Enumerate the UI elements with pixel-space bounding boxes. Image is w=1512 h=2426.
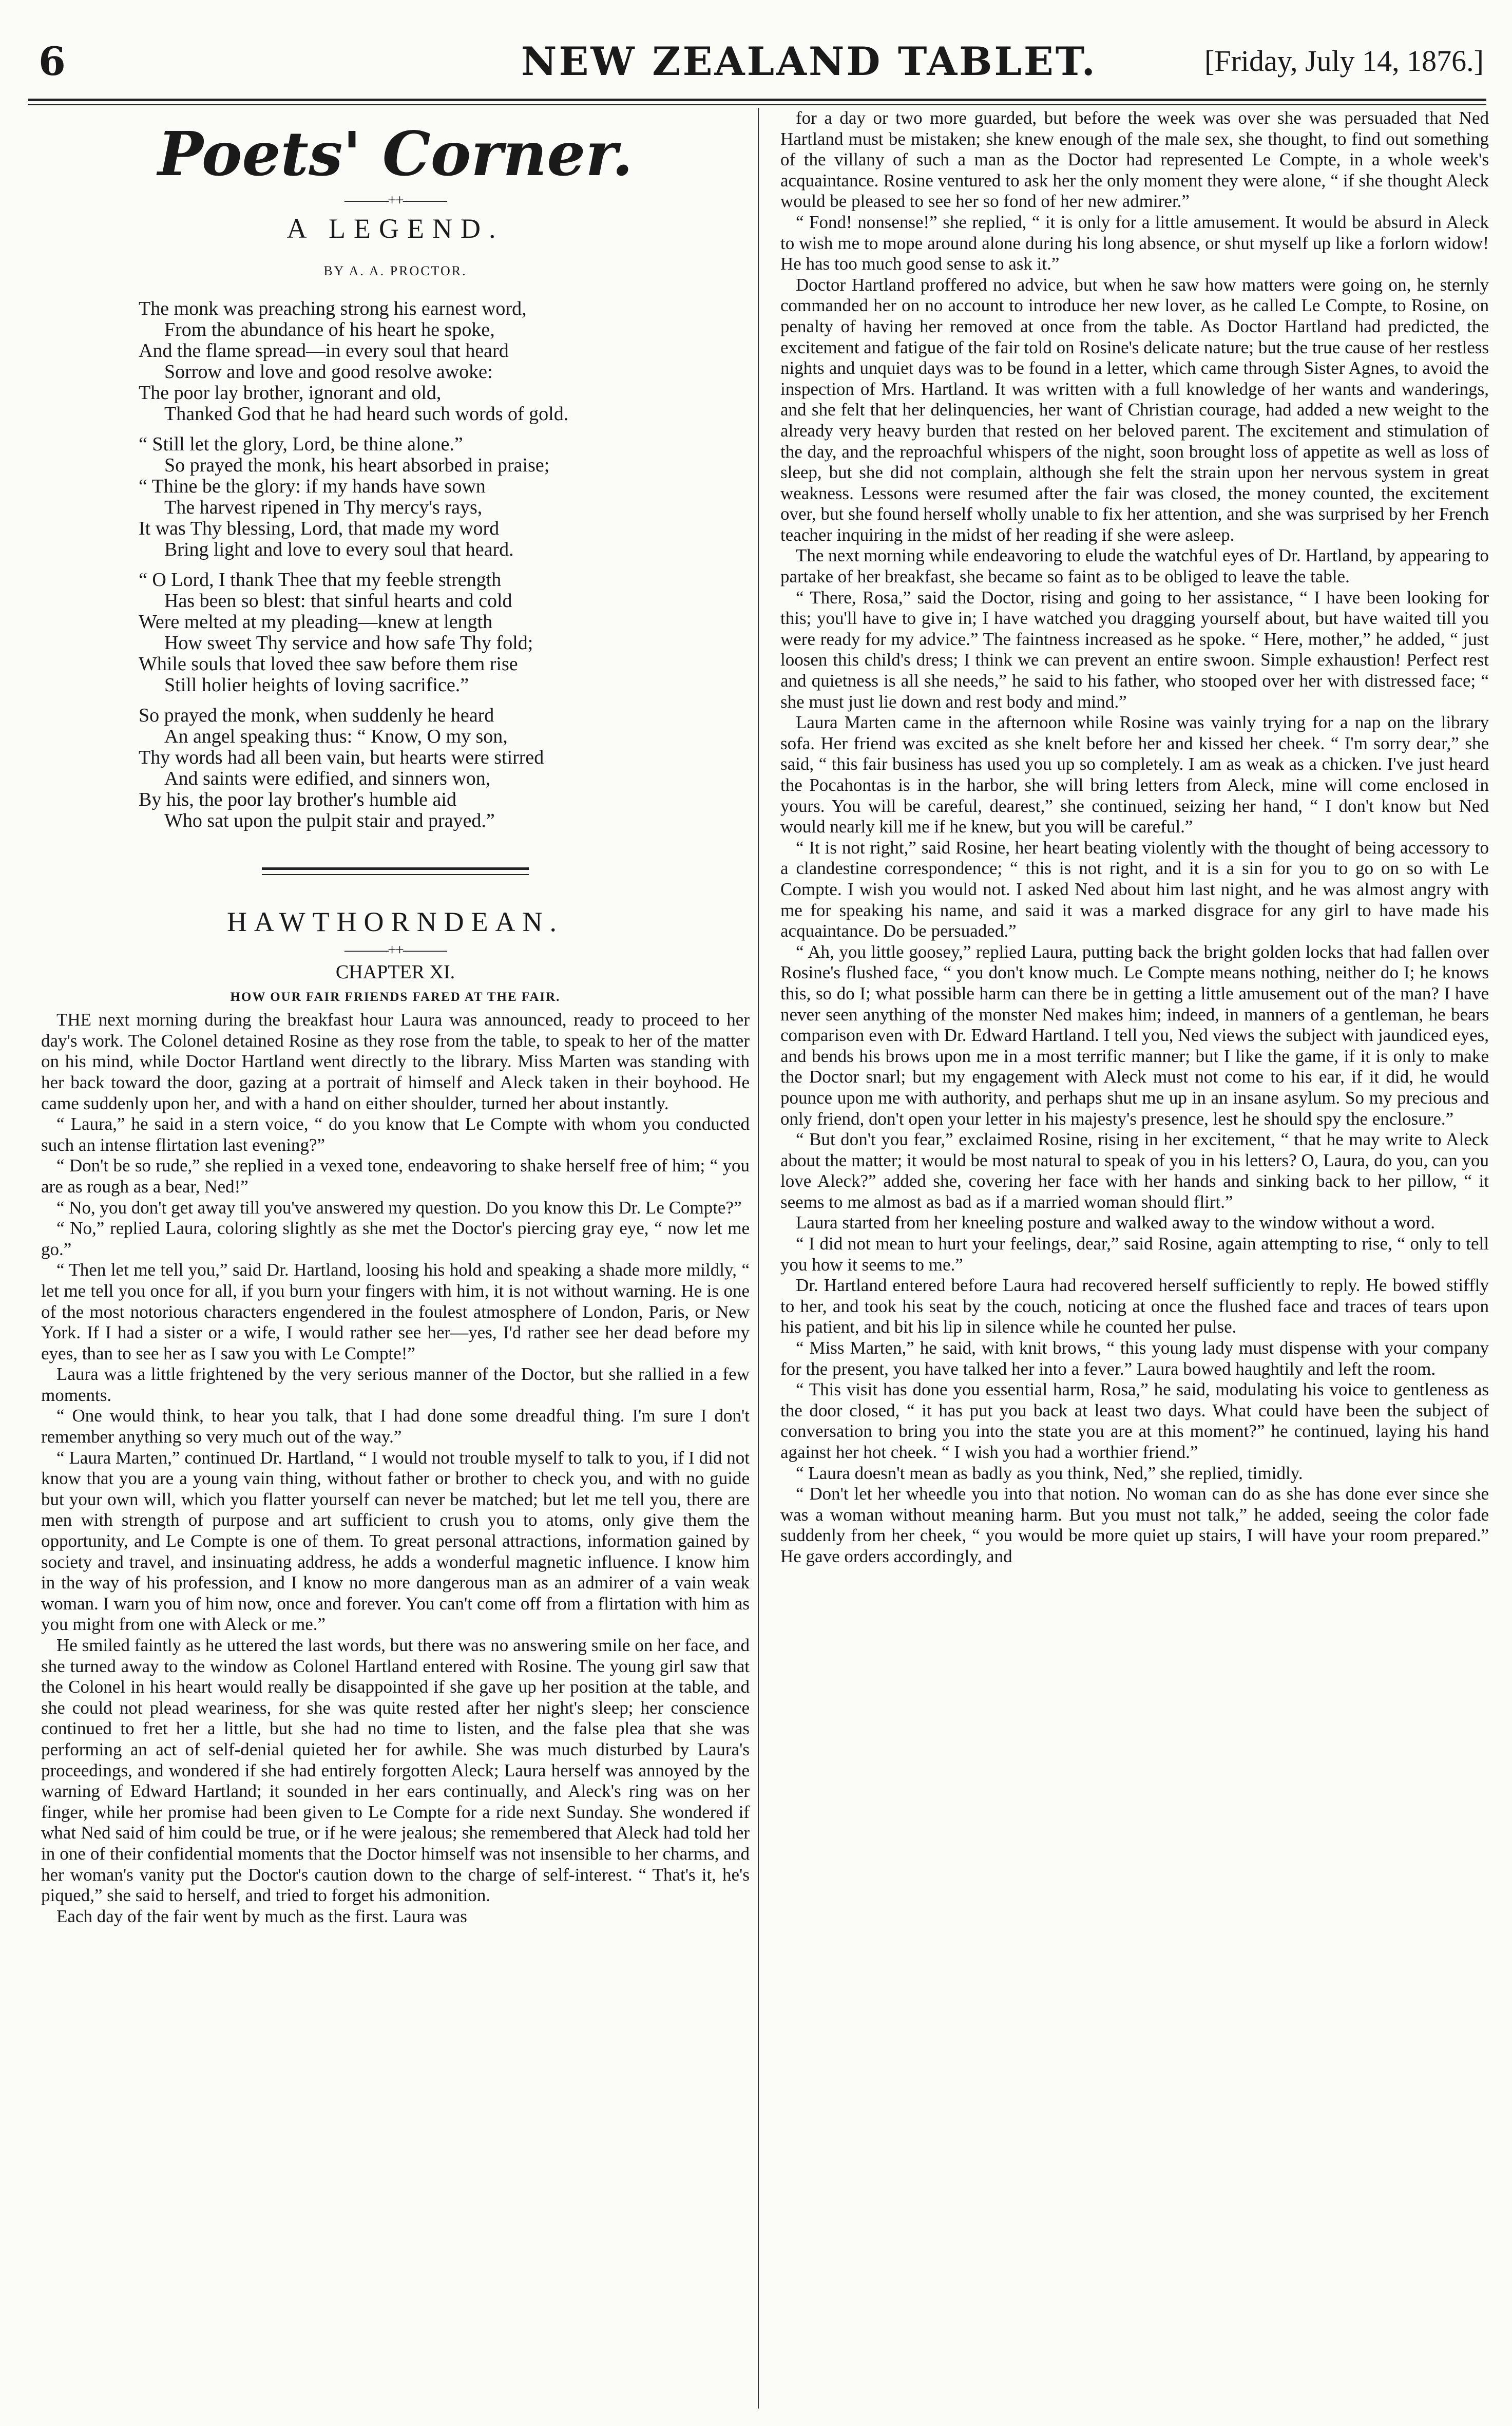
poem-byline: BY A. A. PROCTOR. [323, 263, 467, 278]
story-paragraph: “ Laura doesn't mean as badly as you think, Ned,” she replied, timidly. [796, 1463, 1303, 1483]
poem-line: An angel speaking thus: “ Know, O my son, [164, 725, 508, 747]
story-paragraph: “ Don't be so rude,” she replied in a vexed tone, endeavoring to shake herself free of him; “ you are as rough as a bear, Ned!” [41, 1155, 750, 1197]
story-paragraph: “ There, Rosa,” said the Doctor, rising and going to her assistance, “ I have been looking for this; you'll have to give in; I have watched you dragging yourself about, but have waited till you were ready for my advice.” The faintness increased as he spoke. “ Here, mother,” he added, “ just loosen this child's dress; I think we can prevent an entire swoon. Simple exhaustion! Perfect rest and quietness is all she needs,” he said to his father, who stooped over her with distressed face; “ she must just lie down and rest body and mind.” [780, 587, 1489, 712]
poem-stanza [41, 434, 750, 560]
story-paragraph: for a day or two more guarded, but before the week was over she was persuaded that Ned Hartland must be mistaken; she knew enough of the male sex, she thought, to find out something of the villany of such a man as the Doctor had represented Le Compte, in a whole week's acquaintance. Rosine ventured to ask her the only moment they were alone, “ if she thought Aleck would be pleased to see her so fond of her new admirer.” [780, 108, 1489, 212]
poem-line: Bring light and love to every soul that heard. [164, 538, 514, 560]
story-paragraph: Laura Marten came in the afternoon while Rosine was vainly trying for a nap on the library sofa. Her friend was excited as she knelt before her and kissed her cheek. “ I'm sorry dear,” she said, “ this fair business has used you up so completely. I am as weak as a chicken. I've just heard the Pocahontas is in the harbor, she will bring letters from Aleck, mine will come enclosed in yours. You will be careful, dearest,” she continued, seizing her hand, “ I don't know but Ned would nearly kill me if he knew, but you will be careful.” [780, 712, 1489, 837]
section-heading: Poets' Corner. [158, 118, 633, 189]
story-paragraph: Dr. Hartland entered before Laura had recovered herself sufficiently to reply. He bowed stiffly to her, and took his seat by the couch, noticing at once the flushed face and traces of tears upon his patient, and bit his lip in silence while he counted her pulse. [780, 1275, 1489, 1337]
story-paragraph: “ It is not right,” said Rosine, her heart beating violently with the thought of being accessory to a clandestine correspondence; “ this is not right, and it is a sin for you to go on so with Le Compte. I wish you would not. I asked Ned about him last night, and he was almost angry with me for speaking his name, and said it was a marked disgrace for any girl to have made his acquaintance. Do be persuaded.” [780, 837, 1489, 941]
story-paragraph: “ One would think, to hear you talk, that I had done some dreadful thing. I'm sure I don't remember anything so very much out of the way.” [41, 1406, 750, 1447]
story-body-left [41, 1010, 750, 1927]
poem-line: Who sat upon the pulpit stair and prayed.” [164, 809, 495, 831]
poem-line: By his, the poor lay brother's humble aid [139, 788, 456, 810]
poem-line: The monk was preaching strong his earnest word, [139, 297, 527, 319]
ornament: ———++——— [344, 941, 446, 958]
story-paragraph: The next morning while endeavoring to elude the watchful eyes of Dr. Hartland, by appearing to partake of her breakfast, she became so faint as to be obliged to leave the table. [780, 545, 1489, 587]
story-paragraph: Each day of the fair went by much as the first. Laura was [56, 1906, 467, 1926]
story-paragraph: “ This visit has done you essential harm, Rosa,” he said, modulating his voice to gentleness as the door closed, “ it has put you back at least two days. What could have been the subject of conversation to bring you into the state you are at this moment?” he continued, laying his hand against her hot cheek. “ I wish you had a worthier friend.” [780, 1379, 1489, 1462]
poem-line: Sorrow and love and good resolve awoke: [164, 361, 493, 383]
issue-date: [Friday, July 14, 1876.] [1204, 44, 1484, 78]
story-paragraph: “ Laura,” he said in a stern voice, “ do you know that Le Compte with whom you conducted such an intense flirtation last evening?” [41, 1114, 750, 1155]
poem-line: The harvest ripened in Thy mercy's rays, [164, 496, 483, 518]
column-rule [758, 108, 759, 2409]
story-body-right [780, 108, 1489, 1567]
right-column [780, 108, 1489, 2409]
chapter-title: CHAPTER XI. [335, 961, 455, 983]
newspaper-title: NEW ZEALAND TABLET. [521, 39, 1098, 84]
poem-line: “ Thine be the glory: if my hands have sown [139, 475, 486, 497]
masthead-rule [28, 99, 1486, 101]
poem-line: “ Still let the glory, Lord, be thine alone.” [139, 433, 463, 455]
poem-stanza [41, 570, 750, 696]
left-column [41, 108, 750, 2409]
story-paragraph: Laura started from her kneeling posture and walked away to the window without a word. [796, 1212, 1436, 1233]
poem-line: Thanked God that he had heard such words of gold. [164, 403, 569, 425]
poem-line: From the abundance of his heart he spoke, [164, 318, 495, 340]
ornament: ———++——— [344, 192, 446, 209]
poem-line: So prayed the monk, when suddenly he heard [139, 704, 494, 726]
story-paragraph: He smiled faintly as he uttered the last words, but there was no answering smile on her face, and she turned away to the window as Colonel Hartland entered with Rosine. The young girl saw that the Colonel in his heart would really be disappointed if she gave up her position at the table, and she could not plead weariness, for she was quite rested after her night's sleep; her conscience continued to fret her a little, but she had no time to listen, and the false plea that she was performing an act of self-denial quieted her for awhile. She was much disturbed by Laura's proceedings, and wondered if she had entirely forgotten Aleck; Laura herself was annoyed by the warning of Edward Hartland; it sounded in her ears continually, and Aleck's ring was on her finger, while her promise had been given to Le Compte for a ride next Sunday. She wondered if what Ned said of him could be true, or if he were jealous; she remembered that Aleck had told her in one of their confidential moments that the Doctor himself was not insensible to her charms, and her woman's vanity put the Doctor's caution down to the charge of self-interest. “ That's it, he's piqued,” she said to herself, and tried to forget his admonition. [41, 1635, 750, 1906]
poem-line: Has been so blest: that sinful hearts and cold [164, 590, 512, 612]
poem-line: How sweet Thy service and how safe Thy fold; [164, 632, 533, 654]
story-paragraph: “ Don't let her wheedle you into that notion. No woman can do as she has done ever since she was a woman without meaning harm. But you must not talk,” he added, seeing the color fade suddenly from her cheek, “ you would be more quiet up stairs, I will have your room prepared.” He gave orders accordingly, and [780, 1484, 1489, 1566]
story-paragraph: “ But don't you fear,” exclaimed Rosine, rising in her excitement, “ that he may write to Aleck about the matter; it would be most natural to speak of you in his letters? O, Laura, do you, can you love Aleck?” added she, covering her face with her hands and sinking back to her pillow, “ it seems to me almost as bad as if a married woman should flirt.” [780, 1129, 1489, 1212]
story-paragraph: “ Ah, you little goosey,” replied Laura, putting back the bright golden locks that had fallen over Rosine's flushed face, “ you don't know much. Le Compte means nothing, neither do I; he knows this, so do I; what possible harm can there be in getting a little amusement out of the man? I have never seen anything of the monster Ned makes him; indeed, in manners of a gentleman, he bears comparison even with Dr. Edward Hartland. I tell you, Ned views the subject with jaundiced eyes, and bends his brows upon me in a most terrific manner; but I like the game, if it is only to make the Doctor snarl; but my engagement with Aleck must not come to his ear, if it did, he would pounce upon me with authority, and perhaps shut me up in an insane asylum. So my precious and only friend, don't open your letter in his majesty's presence, lest he should spy the enclosure.” [780, 941, 1489, 1129]
poem-body [41, 298, 750, 831]
poem-title: A LEGEND. [286, 213, 504, 244]
story-paragraph: “ No,” replied Laura, coloring slightly as she met the Doctor's piercing gray eye, “ now let me go.” [41, 1218, 750, 1259]
story-paragraph: Doctor Hartland proffered no advice, but when he saw how matters were going on, he sternly commanded her on no account to introduce her new lover, as he called Le Compte, to Rosine, on penalty of having her removed at once from the table. As Doctor Hartland had predicted, the excitement and fatigue of the fair told on Rosine's delicate nature; but the true cause of her restless nights and unquiet days was to be found in a letter, which came through Sister Agnes, to avoid the inspection of Mrs. Hartland. It was written with a full knowledge of her wants and wanderings, and she felt that her delinquencies, her want of Christian courage, had added a new weight to the already very heavy burden that rested on her beloved parent. The excitement and stimulation of the day, and the reproachful whispers of the night, soon brought loss of appetite as well as loss of sleep, but she did not complain, although she felt the strain upon her nervous system in great weakness. Lessons were resumed after the fair was closed, the money counted, the excitement over, but she found herself wholly unable to fix her attention, and she was surprised by her French teacher inquiring in the midst of her reading if she were asleep. [780, 274, 1489, 545]
poem-line: Were melted at my pleading—knew at length [139, 611, 493, 633]
chapter-subtitle: HOW OUR FAIR FRIENDS FARED AT THE FAIR. [230, 990, 561, 1004]
poem-line: And the flame spread—in every soul that heard [139, 339, 509, 362]
story-paragraph: THE next morning during the breakfast hour Laura was announced, ready to proceed to her day's work. The Colonel detained Rosine as they rose from the table, to speak to her of the matter on his mind, while Doctor Hartland went directly to the library. Miss Marten was standing with her back toward the door, gazing at a portrait of himself and Aleck taken in their boyhood. He came suddenly upon her, and with a hand on either shoulder, turned her about instantly. [41, 1010, 750, 1113]
poem-line: “ O Lord, I thank Thee that my feeble strength [139, 568, 502, 591]
section-separator [262, 867, 529, 875]
poem-stanza [41, 705, 750, 831]
poem-line: And saints were edified, and sinners won, [164, 767, 491, 789]
story-paragraph: Laura was a little frightened by the very serious manner of the Doctor, but she rallied in a few moments. [41, 1364, 750, 1405]
poem-line: The poor lay brother, ignorant and old, [139, 382, 442, 404]
story-paragraph: “ No, you don't get away till you've answered my question. Do you know this Dr. Le Compte?” [56, 1197, 742, 1218]
masthead [28, 28, 1486, 100]
story-paragraph: “ Fond! nonsense!” she replied, “ it is only for a little amusement. It would be absurd in Aleck to wish me to mope around alone during his long absence, or shut myself up like a forlorn widow! He has too much good sense to ask it.” [780, 212, 1489, 274]
story-paragraph: “ Then let me tell you,” said Dr. Hartland, loosing his hold and speaking a shade more mildly, “ let me tell you once for all, if you burn your fingers with him, it is not without warning. He is one of the most notorious characters engendered in the foulest atmosphere of London, Paris, or New York. If I had a sister or a wife, I would rather see her—yes, I'd rather see her dead before my eyes, than to see her as I saw you with Le Compte!” [41, 1260, 750, 1363]
poem-line: While souls that loved thee saw before them rise [139, 653, 518, 675]
story-paragraph: “ Miss Marten,” he said, with knit brows, “ this young lady must dispense with your company for the present, you have talked her into a fever.” Laura bowed haughtily and left the room. [780, 1338, 1489, 1379]
story-title: HAWTHORNDEAN. [226, 906, 564, 937]
poem-line: It was Thy blessing, Lord, that made my word [139, 517, 500, 539]
masthead-rule-thin [28, 104, 1486, 105]
poem-line: Thy words had all been vain, but hearts were stirred [139, 746, 544, 768]
poem-line: So prayed the monk, his heart absorbed in praise; [164, 454, 550, 476]
poem-line: Still holier heights of loving sacrifice.” [164, 674, 469, 696]
poem-stanza [41, 298, 750, 425]
story-paragraph: “ Laura Marten,” continued Dr. Hartland, “ I would not trouble myself to talk to you, if I did not know that you are a young vain thing, without father or brother to check you, and with no guide but your own will, which you flatter yourself can never be matched; but let me tell you, there are men with strength of purpose and art sufficient to crush you to atoms, only give them the opportunity, and Le Compte is one of them. To great personal attractions, information gained by society and travel, and insinuating address, he adds a wonderful magnetic influence. I know him in the way of his profession, and I know no more dangerous man as an admirer of a vain weak woman. I warn you of him now, once and forever. You can't come off from a flirtation with him as you might from one with Aleck or me.” [41, 1447, 750, 1635]
story-paragraph: “ I did not mean to hurt your feelings, dear,” said Rosine, again attempting to rise, “ only to tell you how it seems to me.” [780, 1234, 1489, 1275]
page-number: 6 [39, 39, 66, 84]
